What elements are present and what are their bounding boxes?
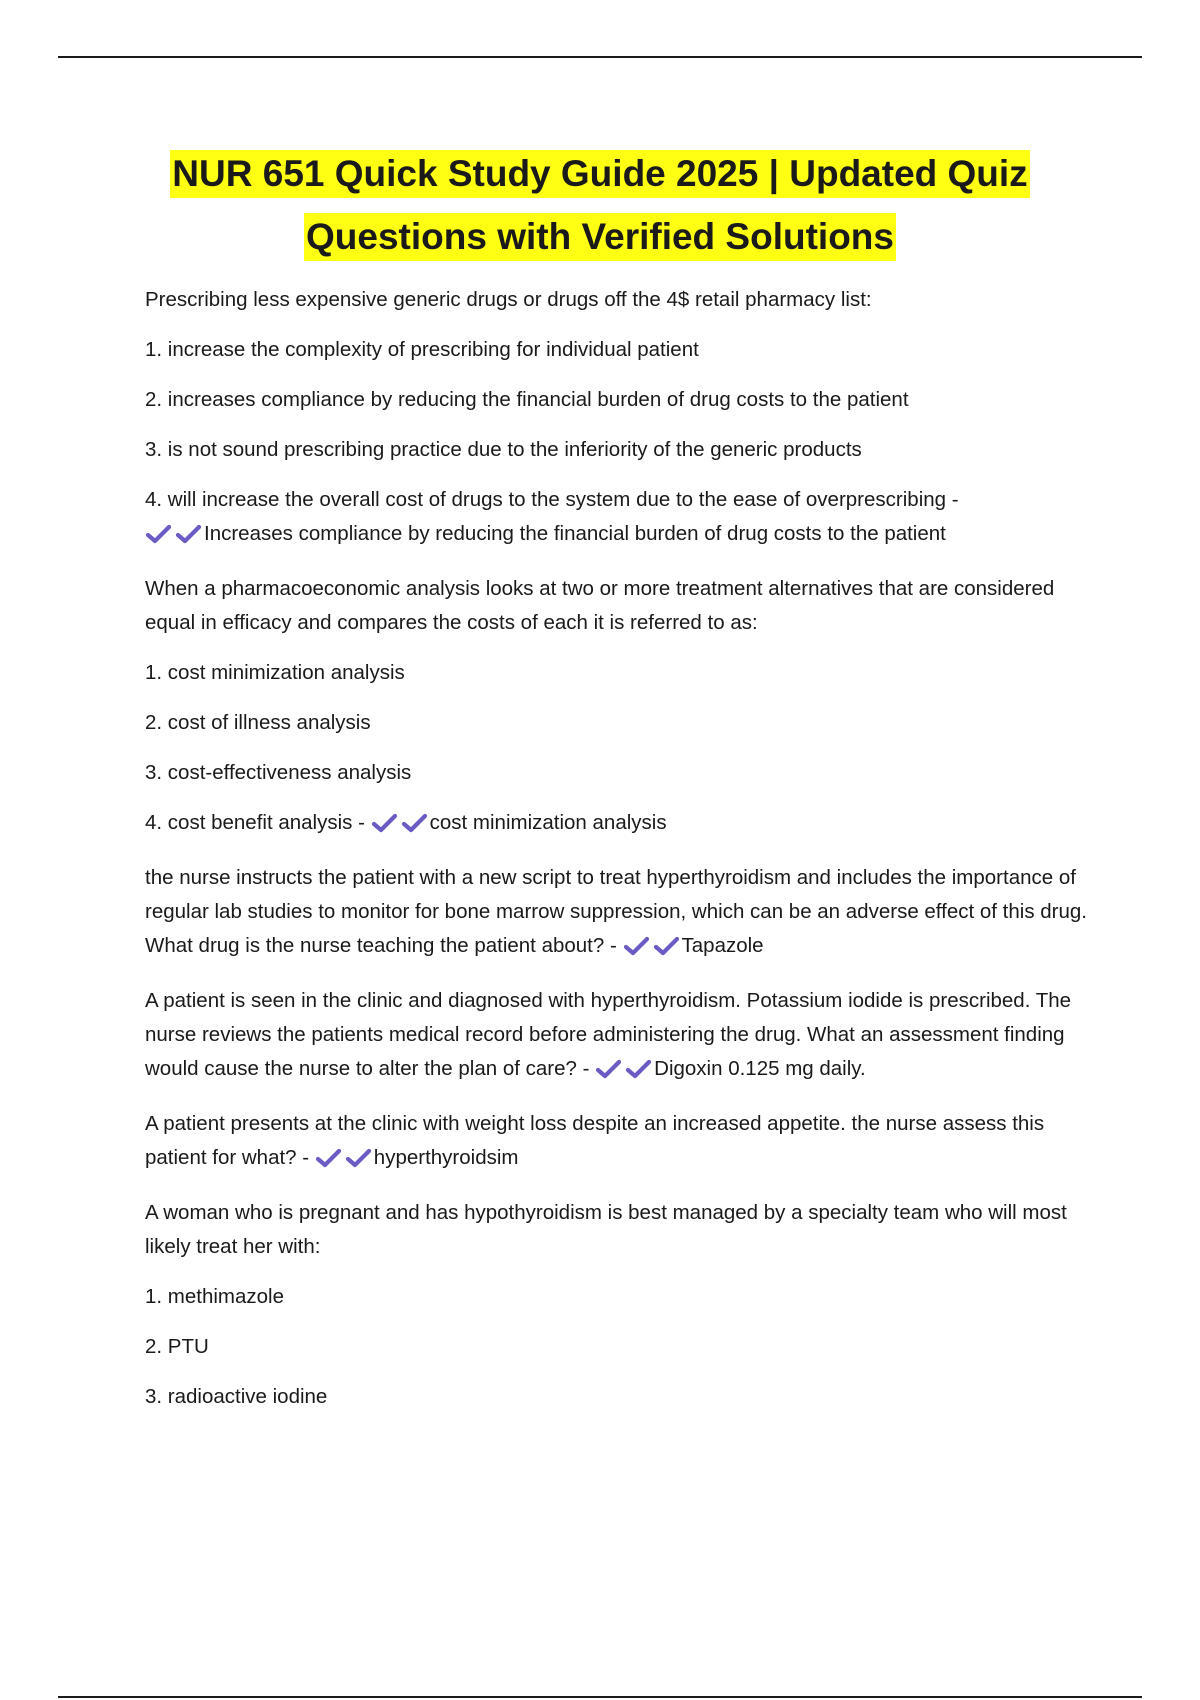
question-stem: the nurse instructs the patient with a new script to treat hyperthyroidism and includes the importance of regular lab studies to monitor for bone marrow suppression, which can be an adverse effect of this drug. What drug is the nurse teaching the patient about? -: [145, 866, 1087, 957]
question-stem: A patient presents at the clinic with weight loss despite an increased appetite. the nurse assess this patient for what? -: [145, 1112, 1045, 1169]
correct-answer: Digoxin 0.125 mg daily.: [654, 1057, 866, 1080]
answer-option-with-answer: [145, 483, 1095, 556]
verified-check-icons: [315, 1146, 374, 1180]
check-icon: [595, 1058, 622, 1080]
question-stem: A patient is seen in the clinic and diagnosed with hyperthyroidism. Potassium iodide is prescribed. The nurse reviews the patients medical record before administering the drug. What an assessment finding would cause the nurse to alter the plan of care? -: [145, 989, 1072, 1080]
check-icon: [371, 812, 398, 834]
check-icon: [145, 523, 172, 545]
verified-check-icons: [371, 811, 430, 845]
correct-answer: cost minimization analysis: [429, 811, 667, 834]
question-stem: When a pharmacoeconomic analysis looks at two or more treatment alternatives that are considered equal in efficacy and compares the costs of each it is referred to as:: [145, 577, 1055, 634]
correct-answer: hyperthyroidsim: [373, 1146, 519, 1169]
correct-answer: Tapazole: [681, 934, 764, 957]
check-icon: [315, 1147, 342, 1169]
answer-option-with-answer: [145, 806, 1095, 845]
question-with-answer: [145, 1107, 1095, 1180]
answer-option: 2. cost of illness analysis: [145, 711, 371, 734]
check-icon: [653, 935, 680, 957]
quiz-content: [145, 283, 1095, 1430]
question-stem: Prescribing less expensive generic drugs or drugs off the 4$ retail pharmacy list:: [145, 288, 872, 311]
answer-option: 3. radioactive iodine: [145, 1385, 328, 1408]
verified-check-icons: [145, 522, 204, 556]
title-line-2: Questions with Verified Solutions: [304, 213, 896, 261]
check-icon: [625, 1058, 652, 1080]
document-title: [110, 142, 1090, 268]
verified-check-icons: [595, 1057, 654, 1091]
check-icon: [401, 812, 428, 834]
bottom-rule: [58, 1696, 1142, 1698]
check-icon: [175, 523, 202, 545]
check-icon: [345, 1147, 372, 1169]
answer-option: 1. increase the complexity of prescribing for individual patient: [145, 338, 699, 361]
answer-option-text: 4. will increase the overall cost of drugs to the system due to the ease of overprescribing -: [145, 488, 959, 511]
title-line-1: NUR 651 Quick Study Guide 2025 | Updated Quiz: [170, 150, 1029, 198]
question-with-answer: [145, 861, 1095, 968]
answer-option: 3. is not sound prescribing practice due to the inferiority of the generic products: [145, 438, 862, 461]
check-icon: [623, 935, 650, 957]
correct-answer: Increases compliance by reducing the financial burden of drug costs to the patient: [204, 522, 946, 545]
answer-option: 2. increases compliance by reducing the financial burden of drug costs to the patient: [145, 388, 909, 411]
top-rule: [58, 56, 1142, 58]
answer-option: 2. PTU: [145, 1335, 209, 1358]
answer-option: 1. cost minimization analysis: [145, 661, 405, 684]
answer-option: 1. methimazole: [145, 1285, 285, 1308]
answer-option: 3. cost-effectiveness analysis: [145, 761, 412, 784]
question-stem: A woman who is pregnant and has hypothyroidism is best managed by a specialty team who will most likely treat her with:: [145, 1201, 1067, 1258]
question-with-answer: [145, 984, 1095, 1091]
answer-option-text: 4. cost benefit analysis -: [145, 811, 365, 834]
verified-check-icons: [623, 934, 682, 968]
